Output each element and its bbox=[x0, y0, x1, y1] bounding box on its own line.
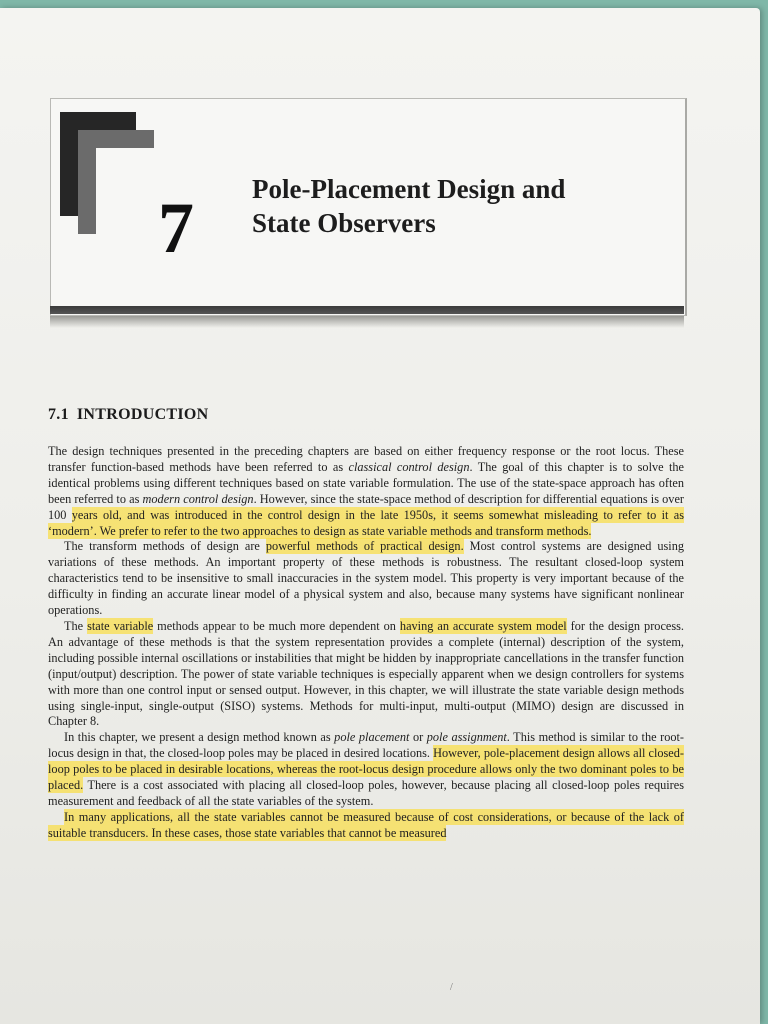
paragraph-1 bbox=[48, 444, 684, 539]
highlighted-run: However, pole-placement design allows all closed-loop poles to be placed in desirable locations, whereas the root-locus design procedure allows only the two dominant poles to be placed. bbox=[48, 746, 685, 793]
emphasis-run: pole assignment bbox=[426, 730, 507, 745]
highlighted-run: powerful methods of practical design. bbox=[265, 539, 464, 554]
highlighted-run: years old, and was introduced in the control design in the late 1950s, it seems somewhat misleading to refer to it as ‘modern’. We prefer to refer to the two approaches to design as state variable methods and transform methods. bbox=[48, 507, 684, 538]
paragraph-3 bbox=[48, 619, 684, 730]
text-run: or bbox=[409, 730, 427, 745]
paragraph-4 bbox=[48, 730, 684, 810]
emphasis-run: classical control design bbox=[348, 459, 470, 474]
section-title: INTRODUCTION bbox=[76, 406, 209, 423]
paragraph-2 bbox=[48, 539, 684, 619]
text-run: . This method is similar to the root-locus design in that, the closed-loop poles may be placed in desired locations. bbox=[48, 730, 685, 761]
highlighted-run: having an accurate system model bbox=[399, 618, 567, 633]
text-run: The bbox=[64, 618, 88, 633]
text-run: There is a cost associated with placing all closed-loop poles, however, because placing all closed-loop poles requires measurement and feedback of all the state variables of the system. bbox=[48, 778, 684, 808]
text-run: In this chapter, we present a design method known as bbox=[64, 730, 335, 745]
section-number: 7.1 bbox=[48, 406, 69, 423]
header-rule-shadow bbox=[50, 316, 684, 328]
paragraph-5 bbox=[48, 810, 684, 842]
chapter-title bbox=[252, 172, 672, 240]
highlighted-run: state variable bbox=[87, 618, 154, 633]
chapter-title-line2: State Observers bbox=[252, 208, 436, 238]
emphasis-run: pole placement bbox=[334, 730, 410, 745]
highlighted-run: In many applications, all the state variables cannot be measured because of cost considerations, or because of the lack of suitable transducers. In these cases, those state variables that cannot be measured bbox=[48, 809, 684, 840]
text-run: . The goal of this chapter is to solve the identical problems using different techniques based on state variable formulation. The use of the state-space approach has often been referred to as bbox=[48, 459, 684, 506]
section-heading bbox=[48, 406, 209, 424]
text-run: for the design process. An advantage of these methods is that the system representation provides a complete (internal) description of the system, including possible internal oscillations or instabilities that might be hidden by inappropriate cancellations in the transfer function (input/output) description. The power of state variable techniques is especially apparent when we design controllers for systems with more than one control input or sensed output. However, in this chapter, we will illustrate the state variable design methods using single-input, single-output (SISO) systems. Methods for multi-input, multi-output (MIMO) design are discussed in Chapter 8. bbox=[48, 618, 685, 729]
emphasis-run: modern control design bbox=[142, 491, 254, 506]
footer-mark: / bbox=[450, 982, 453, 993]
text-run: The design techniques presented in the preceding chapters are based on either frequency response or the root locus. These transfer function-based methods have been referred to as bbox=[48, 444, 684, 474]
text-run: Most control systems are designed using variations of these methods. An important property of these methods is robustness. The resultant closed-loop system characteristics tend to be insensitive to small inaccuracies in the system model. This property is very important because of the difficulty in finding an accurate linear model of a physical system and also, because many systems have significant nonlinear operations. bbox=[48, 539, 685, 618]
text-run: The transform methods of design are bbox=[64, 539, 266, 554]
text-run: methods appear to be much more dependent on bbox=[153, 618, 400, 633]
text-run: . However, since the state-space method of description for differential equations is over 100 bbox=[48, 491, 685, 522]
body-text bbox=[48, 444, 684, 842]
chapter-number: 7 bbox=[158, 188, 194, 268]
chapter-title-line1: Pole-Placement Design and bbox=[252, 174, 566, 204]
header-rule bbox=[50, 306, 684, 314]
